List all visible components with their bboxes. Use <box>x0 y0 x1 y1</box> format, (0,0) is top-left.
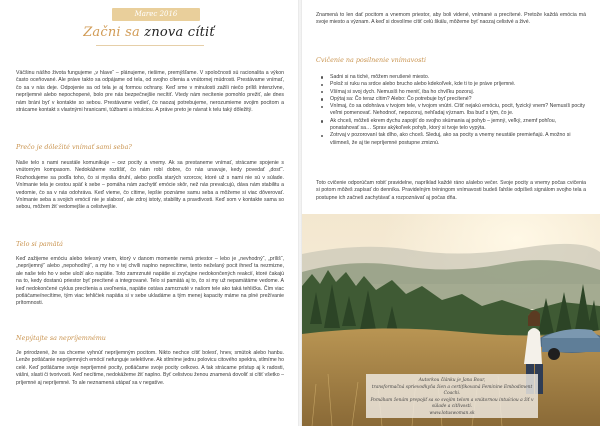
right-page <box>302 0 600 426</box>
title-rest: znova cítiť <box>144 25 215 40</box>
list-item: Polož si ruku na srdce alebo brucho alebo kdekoľvek, kde ti to je práve príjemné. <box>316 81 586 88</box>
article-title <box>0 25 298 40</box>
author-line: transformačná sprievodkyňa žien a certifikovaná Feminine Embodiment Coachi. <box>371 384 533 397</box>
left-page <box>0 0 298 426</box>
issue-badge: Marec 2016 <box>112 8 200 21</box>
list-item: Zotrvaj v pozorovaní tak dlho, ako chceš. Sleduj, ako sa pocity a vnemy neustále premieňajú. A možno si všimneš, že aj tie nepríjemné postupne zmiznú. <box>316 132 586 147</box>
author-line: Pomáham ženám prepojiť sa so svojím telom a vnútornou intuíciou a žiť v súlade a citlivosti. <box>370 397 534 410</box>
section-heading-2: Telo si pamätá <box>16 240 63 248</box>
list-item: Všímaj si svoj dych. Nemusíš ho meniť, iba ho chvíľku pozoruj. <box>316 89 586 96</box>
exercise-list <box>316 74 586 147</box>
author-line: Autorkou článku je Jana Bour, <box>418 378 486 383</box>
section-text-2: Keď zažijeme emóciu alebo telesný vnem, ktorý v danom momente nemá priestor – lebo je „nevhodný“, „príliš“, „nepríjemný“ alebo „nepohodlný“, a my ho v tej chvíli naplno neprecítime, tento neželaný pocit ihneď ta nezmizne, ale naše telo ho v sebe uloží ako napätie. Toto zamrznuté napätie si zvyčajne nedokončených reakcií, ktoré čakajú na to, kedy dostanú priestor byť precítené a integrované. Telo si pamätá aj to, čo si my už nepamätáme vedome. A keď nedokončené cyklus precítenia a uvoľnenia, napätie ostáva zamrznuté v našom tele ako taká tehlička. Čím viac potláčame/necítime, tým viac tehličiek napätia si v sebe ukladáme a tým menej kapacity máme na plné prežívanie prítomnosti. <box>16 256 284 307</box>
intro-paragraph: Väčšinu nášho života fungujeme „v hlave“ – plánujeme, riešime, premýšľame. V spoločnosti sú racionalita a výkon často oceňované. Ale práve takto sa odpájame od tela, od svojho cítenia a vnútornej múdrosti. Prestávame vnímať, čo sa v nás deje. Odpojenie sa od tela je aj formou ochrany. Keď sme v minulosti zažili niečo príliš intenzívne, nepríjemné alebo nepochopené, bolo pre nás bezpečnejšie necítiť. Vtedy nám necítenie pomohlo prežiť, ale dnes nám bráni byť v kontakte so sebou. Prestávame vedieť, čo naozaj potrebujeme, nerozumieme svojim pocitom a strácame kontakt s vlastnými hranicami, túžbami a intuíciou. A práve preto je návrat k telu taký dôležitý. <box>16 70 284 114</box>
author-box <box>366 374 538 418</box>
title-accent: Začni sa <box>83 25 140 40</box>
list-item: Ak chceš, môžeš ekrem dychu zapojiť do svojho skúmania aj pohyb – jemný, veľký, znemf pohľou, ponatahovať sa… Sprav akýkoľvek pohyb, ktorý si tvoje telo vypýta. <box>316 118 586 133</box>
closing-paragraph: Toto cvičenie odporúčam robiť pravidelne, napríklad každé ráno a/alebo večer. Svoje pocity a vnemy počas cvičenia si potom môžeš zapísať do denníka. Pravidelným tréningom vnímavosti budeš ľahšie odpíšeš signálom svojho tela a postupne ich začneš zachytávať a rozpoznávať aj počas dňa. <box>316 180 586 201</box>
exercise-heading: Cvičenie na posilnenie vnímavosti <box>316 56 427 64</box>
list-item: Opýtaj sa: Čo teraz cítim? Alebo: Čo potrebuje byť precítené? <box>316 96 586 103</box>
section-heading-1: Prečo je dôležité vnímať sami seba? <box>16 143 132 151</box>
title-divider <box>96 45 204 46</box>
section-text-1: Naše telo s nami neustále komunikuje – cez pocity a vnemy. Ak sa prestaneme vnímať, strácame spojenie s vnútorným kompasom. Nedokážeme rozlíšiť, čo nám robí dobre, čo nás unavuje, kedy povedať „dosť“. Rozhodujeme sa podľa toho, čo si myslia druhí, alebo podľa starých vzorcov, ktoré už s nami nie sú v súlade. Vnímanie tela je cestou späť k sebe – pomáha nám zachytiť emócie skôr, než nás prevalcujú, dáva nám stabilitu a vedomie, čo sa v nás odohráva. Keď vieme, čo cítime, lepšie poznáme samu seba a môžeme si viac dôverovať. Vnímanie seba a svojich emócií nie je slabosť, ale zdroj istoty, stability a pravdivosti. Keď som v kontakte sama so sebou, môžem žiť vedomejšie a celistvejšie. <box>16 160 284 211</box>
list-item: Vnímaj, čo sa odohráva v tvojom tele, v tvojom vnútri. Cítiť nejakú emóciu, pocit, fyzický vnem? Nemusíš pocity veľmi pomenovať. Nehodnoť, nepozoruj, nehľadaj význam. Iba buď s tým, čo je. <box>316 103 586 118</box>
list-item: Sadni si na tiché, môžem nerušené miesto. <box>316 74 586 81</box>
section-heading-3: Nepýtajte sa nepríjemnému <box>16 334 106 342</box>
section-text-3: Je prirodzené, že sa chceme vyhnúť nepríjemným pocitom. Nikto nechce cítiť bolesť, hnev, smútok alebo hanbu. Lenže potláčanie nepríjemných emócií nefunguje selektívne. Ak stlmíme jednu polovicu citového spektra, stlmíme ho celé. Keď potláčame svoje nepríjemné pocity, potláčame svoje pocity celkovo. A tak strácame prístup aj k radosti, vášni, slasti či tvorivosti. Keď necítime, nedokážeme žiť naplno. Byť celistvou ženou znamená dovoliť si cítiť všetko – príjemné aj nepríjemné. To ale neznamená utápať sa v negatíve. <box>16 350 284 386</box>
continuation-paragraph: Znamená to len dať pocitom a vnemom priestor, aby boli videné, vnímané a precítené. Pretože každá emócia má svoje miesto a význam. A keď si dovolíme cítiť celú škálu, môžeme byť naozaj celistvé a živé. <box>316 12 586 26</box>
author-website: www.lotuswoman.sk <box>429 410 475 416</box>
